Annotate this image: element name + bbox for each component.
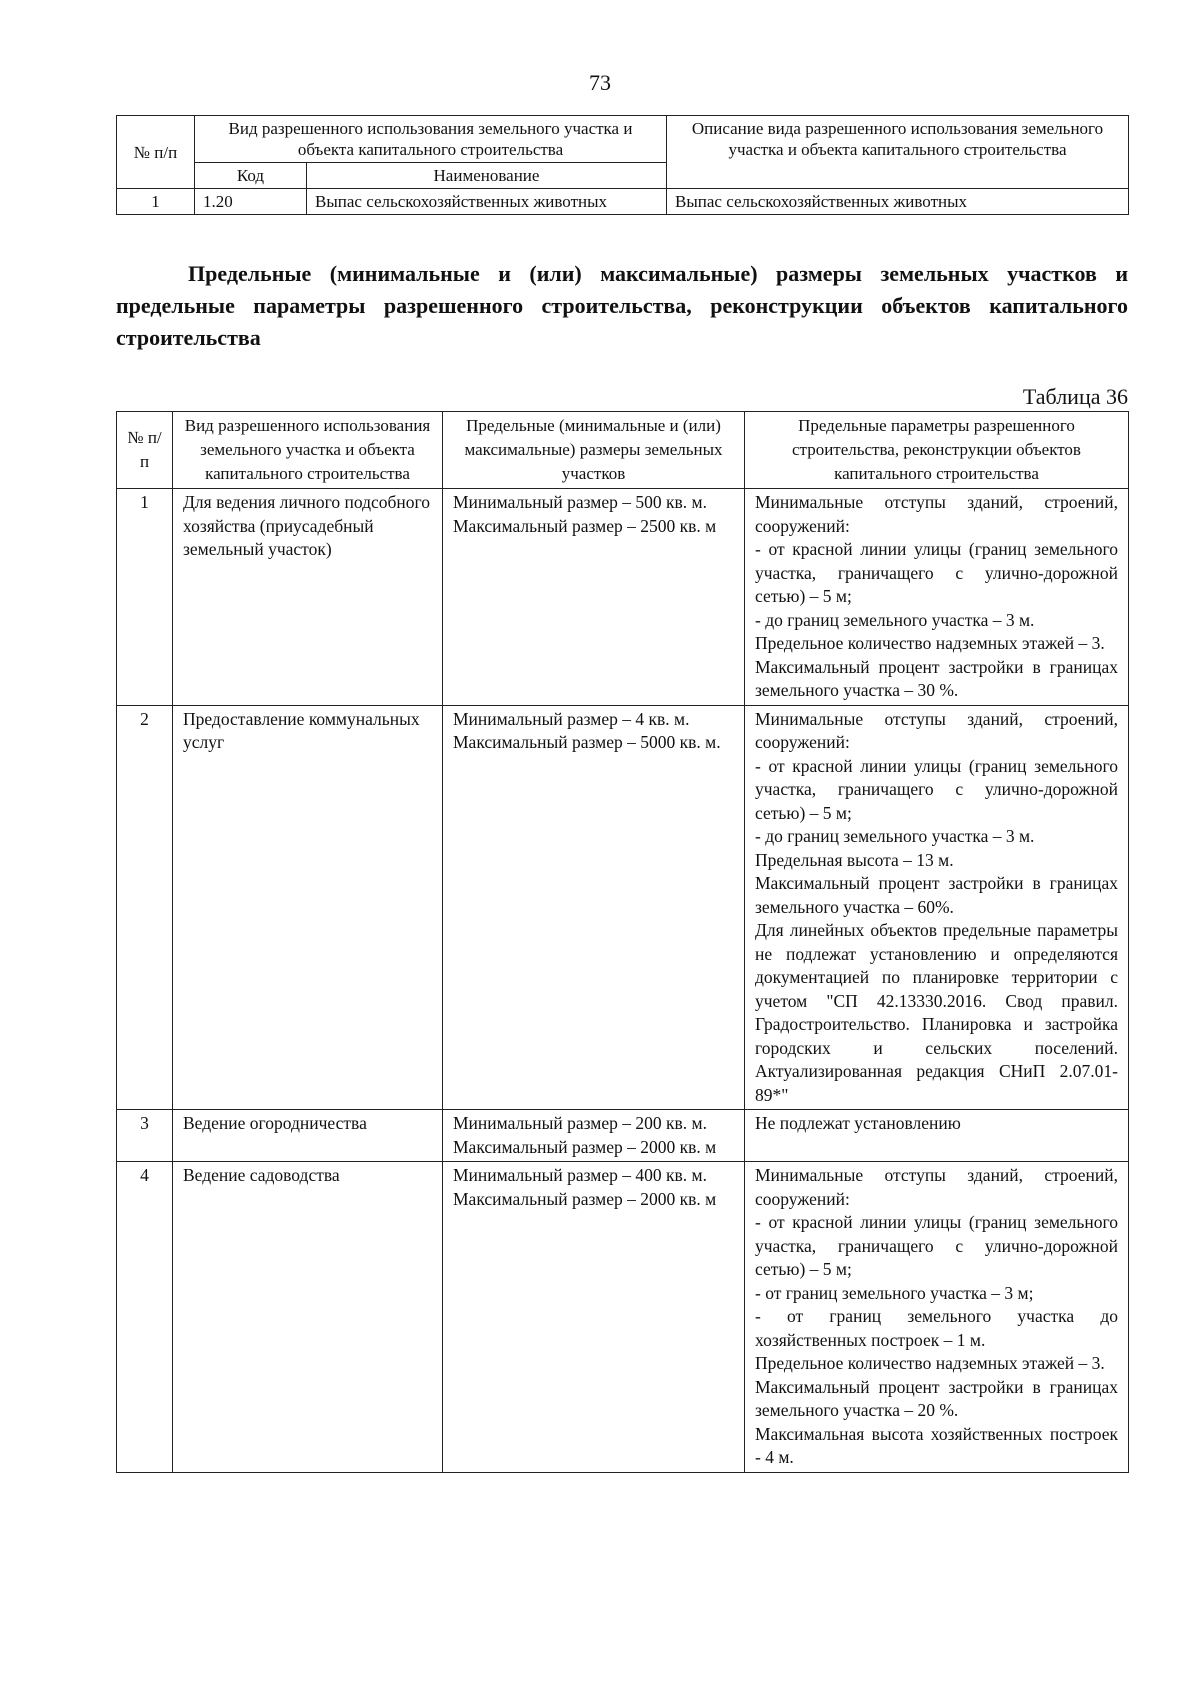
header-description: Описание вида разрешенного использования земельного участка и объекта капитального строительства bbox=[667, 116, 1129, 189]
table-row bbox=[117, 705, 1129, 1110]
param-line: - от красной линии улицы (границ земельного участка, граничащего с улично-дорожной сетью) – 5 м; bbox=[755, 1212, 1118, 1279]
table-row bbox=[117, 189, 1129, 215]
header-num: № п/п bbox=[117, 412, 173, 489]
row-kind: Ведение садоводства bbox=[173, 1162, 443, 1473]
row-num: 3 bbox=[117, 1110, 173, 1162]
land-use-type-table bbox=[116, 115, 1129, 215]
row-sizes bbox=[443, 489, 745, 706]
row-sizes bbox=[443, 1110, 745, 1162]
page-number: 73 bbox=[589, 70, 611, 95]
row-kind: Предоставление коммунальных услуг bbox=[173, 705, 443, 1110]
size-line: Максимальный размер – 2000 кв. м bbox=[453, 1136, 717, 1157]
param-line: - от границ земельного участка – 3 м; bbox=[755, 1282, 1034, 1303]
row-kind: Для ведения личного подсобного хозяйства (приусадебный земельный участок) bbox=[173, 489, 443, 706]
row-params bbox=[745, 489, 1129, 706]
row-params bbox=[745, 1162, 1129, 1473]
param-line: Максимальный процент застройки в границах земельного участка – 30 %. bbox=[755, 656, 1118, 700]
param-line: Предельная высота – 13 м. bbox=[755, 849, 954, 870]
param-line: - от красной линии улицы (границ земельного участка, граничащего с улично-дорожной сетью) – 5 м; bbox=[755, 755, 1118, 823]
param-line: - до границ земельного участка – 3 м. bbox=[755, 826, 1035, 846]
param-line: Для линейных объектов предельные параметры не подлежат установлению и определяются документацией по планировке территории с учетом "СП 42.13330.2016. Свод правил. Градостроительство. Планировка и застройка городских и сельских поселений. Актуализированная редакция СНиП 2.07.01-89*" bbox=[755, 920, 1118, 1105]
row-code: 1.20 bbox=[195, 189, 307, 215]
param-line: Предельное количество надземных этажей – 3. bbox=[755, 1353, 1105, 1373]
size-line: Минимальный размер – 4 кв. м. bbox=[453, 708, 690, 729]
table-header-row bbox=[117, 412, 1129, 489]
param-line: Минимальные отступы зданий, строений, сооружений: bbox=[755, 708, 1118, 752]
row-num: 4 bbox=[117, 1162, 173, 1473]
row-description: Выпас сельскохозяйственных животных bbox=[667, 189, 1129, 215]
size-line: Максимальный размер – 5000 кв. м. bbox=[453, 732, 721, 752]
size-line: Минимальный размер – 400 кв. м. bbox=[453, 1165, 707, 1185]
row-sizes bbox=[443, 1162, 745, 1473]
limits-table bbox=[116, 411, 1129, 1473]
param-line: Не подлежат установлению bbox=[755, 1113, 961, 1133]
header-name: Наименование bbox=[307, 163, 667, 189]
size-line: Максимальный размер – 2500 кв. м bbox=[453, 515, 717, 536]
param-line: Максимальная высота хозяйственных построек - 4 м. bbox=[755, 1423, 1118, 1467]
header-num: № п/п bbox=[117, 116, 195, 189]
param-line: Максимальный процент застройки в границах земельного участка – 20 %. bbox=[755, 1376, 1118, 1420]
row-params bbox=[745, 705, 1129, 1110]
size-line: Минимальный размер – 500 кв. м. bbox=[453, 492, 707, 512]
row-params bbox=[745, 1110, 1129, 1162]
size-line: Максимальный размер – 2000 кв. м bbox=[453, 1188, 717, 1209]
header-kind: Вид разрешенного использования земельного участка и объекта капитального строительства bbox=[195, 116, 667, 163]
table-row bbox=[117, 1162, 1129, 1473]
table-header-row bbox=[117, 116, 1129, 163]
header-code: Код bbox=[195, 163, 307, 189]
param-line: Максимальный процент застройки в границах земельного участка – 60%. bbox=[755, 873, 1118, 917]
row-kind: Ведение огородничества bbox=[173, 1110, 443, 1162]
table-row bbox=[117, 1110, 1129, 1162]
param-line: - от красной линии улицы (границ земельного участка, граничащего с улично-дорожной сетью) – 5 м; bbox=[755, 539, 1118, 606]
row-name: Выпас сельскохозяйственных животных bbox=[307, 189, 667, 215]
size-line: Минимальный размер – 200 кв. м. bbox=[453, 1113, 707, 1133]
section-heading: Предельные (минимальные и (или) максимальные) размеры земельных участков и предельные параметры разрешенного строительства, реконструкции объектов капитального строительства bbox=[116, 261, 1128, 350]
row-num: 1 bbox=[117, 189, 195, 215]
row-num: 2 bbox=[117, 705, 173, 1110]
param-line: Минимальные отступы зданий, строений, сооружений: bbox=[755, 492, 1118, 536]
param-line: Минимальные отступы зданий, строений, сооружений: bbox=[755, 1165, 1118, 1209]
row-sizes bbox=[443, 705, 745, 1110]
header-params: Предельные параметры разрешенного строительства, реконструкции объектов капитального строительства bbox=[745, 412, 1129, 489]
param-line: Предельное количество надземных этажей – 3. bbox=[755, 633, 1105, 653]
table-row bbox=[117, 489, 1129, 706]
row-num: 1 bbox=[117, 489, 173, 706]
header-sizes: Предельные (минимальные и (или) максимальные) размеры земельных участков bbox=[443, 412, 745, 489]
param-line: - до границ земельного участка – 3 м. bbox=[755, 609, 1035, 630]
table-caption: Таблица 36 bbox=[1022, 384, 1128, 409]
header-kind: Вид разрешенного использования земельного участка и объекта капитального строительства bbox=[173, 412, 443, 489]
param-line: - от границ земельного участка до хозяйственных построек – 1 м. bbox=[755, 1306, 1118, 1350]
